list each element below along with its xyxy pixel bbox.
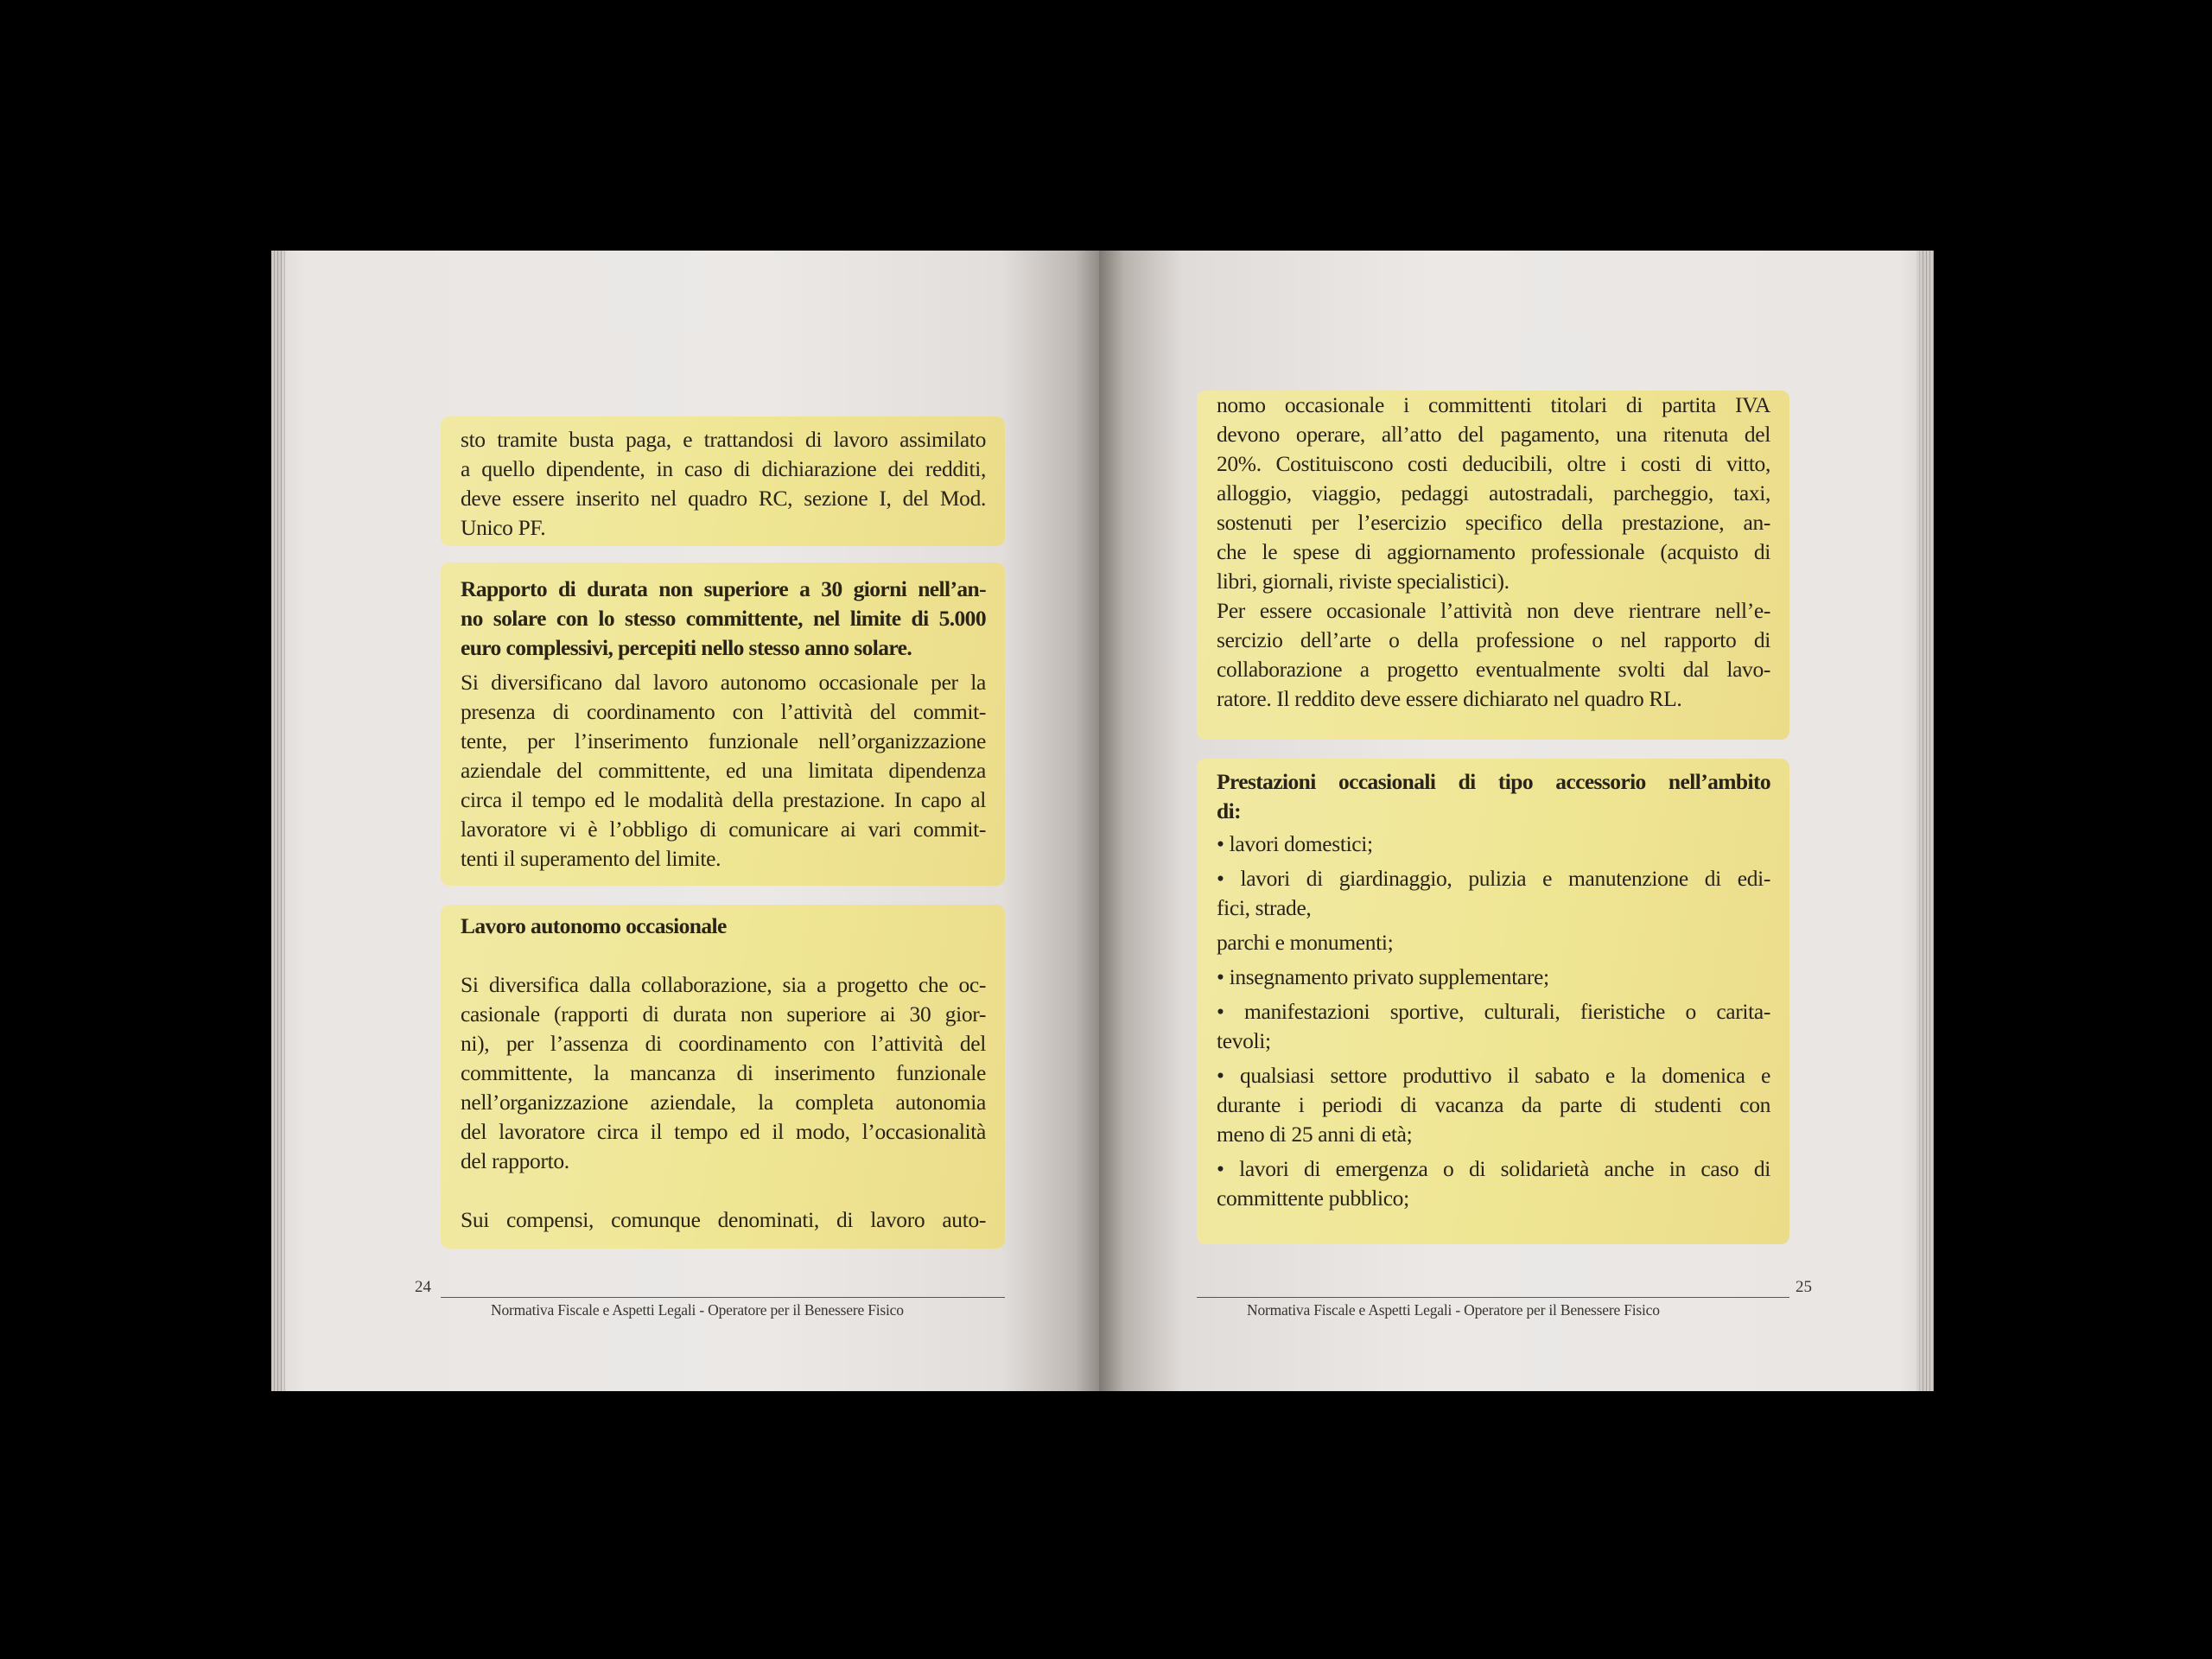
text-line: parchi e monumenti;: [1217, 930, 1394, 955]
text-line: che le spese di aggiornamento professionale (acquisto di: [1217, 539, 1770, 564]
text-line: Sui compensi, comunque denominati, di lavoro auto-: [461, 1207, 986, 1232]
page-edge: [1920, 251, 1923, 1391]
text-box: [1197, 391, 1789, 740]
text-line: • qualsiasi settore produttivo il sabato e la domenica e: [1217, 1063, 1770, 1088]
text-line: Unico PF.: [461, 515, 546, 540]
page-number: 25: [1796, 1278, 1812, 1296]
paragraph: [461, 1205, 986, 1235]
text-line: circa il tempo ed le modalità della prestazione. In capo al: [461, 787, 986, 812]
text-line: tevoli;: [1217, 1028, 1271, 1053]
text-line: alloggio, viaggio, pedaggi autostradali, parcheggio, taxi,: [1217, 480, 1770, 505]
text-box: [441, 416, 1005, 546]
text-line: sto tramite busta paga, e trattandosi di lavoro assimilato: [461, 427, 986, 452]
page-number: 24: [415, 1278, 431, 1296]
text-line: Rapporto di durata non superiore a 30 giorni nell’an-: [461, 576, 986, 601]
text-line: lavoratore vi è l’obbligo di comunicare ai vari commit-: [461, 817, 986, 842]
text-box: [1197, 759, 1789, 1244]
section-heading: [461, 912, 986, 941]
text-line: deve essere inserito nel quadro RC, sezione I, del Mod.: [461, 486, 986, 511]
paragraph: [461, 425, 986, 543]
footer-rule: [1197, 1297, 1789, 1298]
text-line: presenza di coordinamento con l’attività del commit-: [461, 699, 986, 724]
text-line: Lavoro autonomo occasionale: [461, 913, 727, 938]
paragraph: [1217, 864, 1770, 923]
page-edge: [282, 251, 285, 1391]
text-line: devono operare, all’atto del pagamento, una ritenuta del: [1217, 422, 1770, 447]
paragraph: [1217, 830, 1770, 859]
text-line: collaborazione a progetto eventualmente svolti dal lavo-: [1217, 657, 1770, 682]
text-line: • manifestazioni sportive, culturali, fieristiche o carita-: [1217, 999, 1770, 1024]
page-edge: [1923, 251, 1927, 1391]
paragraph: [461, 668, 986, 874]
text-line: committente pubblico;: [1217, 1185, 1409, 1211]
text-line: di:: [1217, 798, 1241, 823]
text-line: tenti il superamento del limite.: [461, 846, 721, 871]
text-box: [441, 905, 1005, 1249]
paragraph: [1217, 596, 1770, 714]
text-line: nomo occasionale i committenti titolari di partita IVA: [1217, 392, 1770, 417]
text-line: a quello dipendente, in caso di dichiarazione dei redditi,: [461, 456, 986, 481]
text-line: euro complessivi, percepiti nello stesso anno solare.: [461, 635, 912, 660]
page-edge: [1927, 251, 1930, 1391]
page-edge: [1930, 251, 1934, 1391]
page-edge: [1916, 251, 1920, 1391]
paragraph: [1217, 391, 1770, 596]
paragraph: [1217, 963, 1770, 992]
text-line: fici, strade,: [1217, 895, 1312, 920]
paragraph: [1217, 1061, 1770, 1149]
text-line: Per essere occasionale l’attività non deve rientrare nell’e-: [1217, 598, 1770, 623]
text-line: committente, la mancanza di inserimento funzionale: [461, 1060, 986, 1085]
text-line: 20%. Costituiscono costi deducibili, oltre i costi di vitto,: [1217, 451, 1770, 476]
text-line: sostenuti per l’esercizio specifico della prestazione, an-: [1217, 510, 1770, 535]
text-line: ratore. Il reddito deve essere dichiarato nel quadro RL.: [1217, 686, 1682, 711]
section-heading: [461, 575, 986, 663]
running-footer: Normativa Fiscale e Aspetti Legali - Operatore per il Benessere Fisico: [1247, 1301, 1660, 1319]
text-line: nell’organizzazione aziendale, la completa autonomia: [461, 1090, 986, 1115]
section-heading: [1217, 767, 1770, 826]
text-line: sercizio dell’arte o della professione o nel rapporto di: [1217, 627, 1770, 652]
text-line: casionale (rapporti di durata non superiore ai 30 gior-: [461, 1001, 986, 1027]
paragraph: [1217, 997, 1770, 1056]
text-line: • lavori domestici;: [1217, 831, 1373, 856]
text-line: ni), per l’assenza di coordinamento con l’attività del: [461, 1031, 986, 1056]
text-box: [441, 563, 1005, 886]
text-line: del rapporto.: [461, 1148, 569, 1173]
paragraph: [1217, 928, 1770, 957]
text-line: Si diversificano dal lavoro autonomo occasionale per la: [461, 670, 986, 695]
footer-rule: [441, 1297, 1005, 1298]
text-line: del lavoratore circa il tempo ed il modo, l’occasionalità: [461, 1119, 986, 1144]
text-line: Si diversifica dalla collaborazione, sia a progetto che oc-: [461, 972, 986, 997]
text-line: no solare con lo stesso committente, nel limite di 5.000: [461, 606, 986, 631]
text-line: libri, giornali, riviste specialistici).: [1217, 569, 1510, 594]
running-footer: Normativa Fiscale e Aspetti Legali - Operatore per il Benessere Fisico: [491, 1301, 904, 1319]
paragraph: [1217, 1154, 1770, 1213]
text-line: • lavori di giardinaggio, pulizia e manutenzione di edi-: [1217, 866, 1770, 891]
text-line: • insegnamento privato supplementare;: [1217, 964, 1549, 989]
text-line: tente, per l’inserimento funzionale nell’organizzazione: [461, 728, 986, 753]
paragraph: [461, 970, 986, 1176]
text-line: • lavori di emergenza o di solidarietà anche in caso di: [1217, 1156, 1770, 1181]
text-line: Prestazioni occasionali di tipo accessorio nell’ambito: [1217, 769, 1770, 794]
text-line: meno di 25 anni di età;: [1217, 1122, 1413, 1147]
text-line: durante i periodi di vacanza da parte di studenti con: [1217, 1092, 1770, 1117]
text-line: aziendale del committente, ed una limitata dipendenza: [461, 758, 986, 783]
